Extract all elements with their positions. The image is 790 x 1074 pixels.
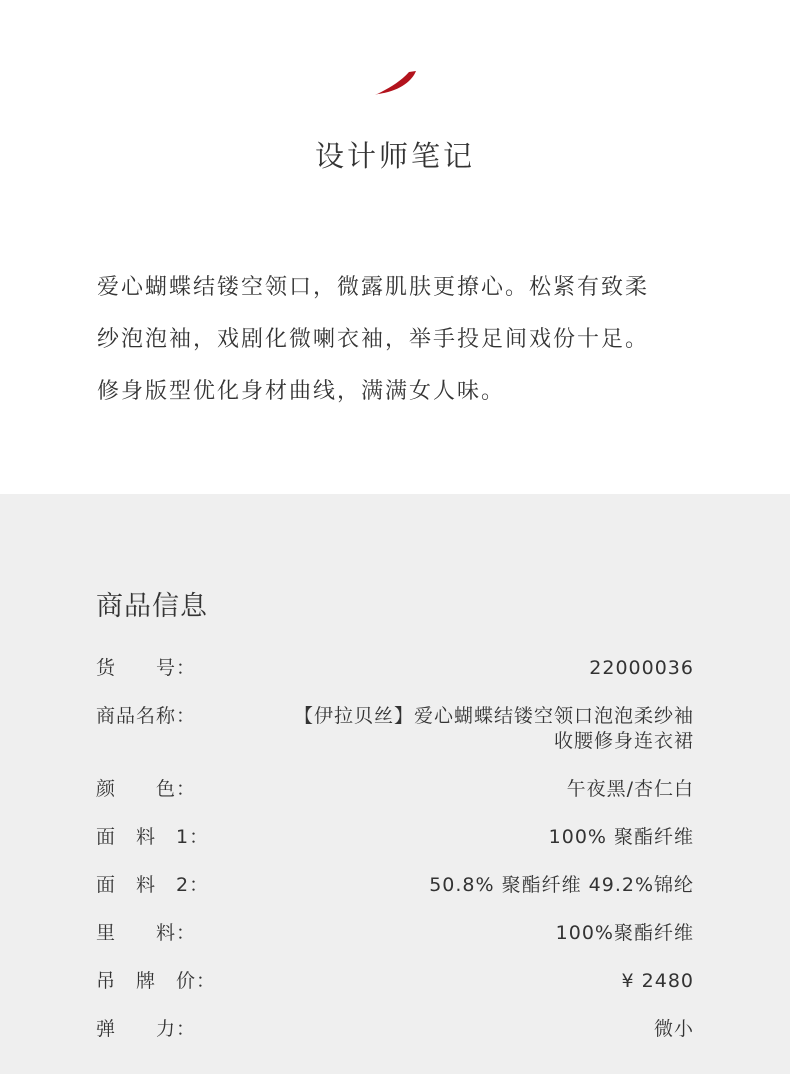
designer-notes-text (97, 262, 707, 418)
info-row-color (96, 777, 694, 802)
designer-note-line: 纱泡泡袖，戏剧化微喇衣袖，举手投足间戏份十足。 (97, 327, 650, 352)
info-label: 面 料 1： (96, 826, 210, 848)
info-value: 22000036 (589, 657, 694, 679)
info-row-item-number (96, 656, 694, 681)
designer-note-line: 爱心蝴蝶结镂空领口，微露肌肤更撩心。松紧有致柔 (97, 275, 650, 300)
red-brushstroke-icon (370, 66, 420, 98)
info-label: 商品名称： (96, 705, 197, 727)
product-info-title: 商品信息 (96, 591, 208, 622)
info-value: ¥ 2480 (621, 970, 694, 992)
info-row-lining (96, 921, 694, 946)
info-label: 货 号： (96, 657, 197, 679)
info-value: 50.8% 聚酯纤维 49.2%锦纶 (429, 874, 694, 896)
info-label: 颜 色： (96, 778, 197, 800)
info-label: 吊 牌 价： (96, 970, 217, 992)
info-row-elasticity (96, 1017, 694, 1042)
designer-notes-title: 设计师笔记 (314, 139, 475, 173)
designer-notes-section (0, 0, 790, 494)
info-value: 午夜黑/杏仁白 (566, 778, 694, 800)
product-info-list (96, 656, 694, 1065)
info-value: 100%聚酯纤维 (555, 922, 694, 944)
info-label: 面 料 2： (96, 874, 210, 896)
info-value: 100% 聚酯纤维 (548, 826, 694, 848)
info-row-fabric-1 (96, 825, 694, 850)
product-info-section (0, 494, 790, 1074)
info-row-tag-price (96, 969, 694, 994)
info-value: 微小 (653, 1018, 694, 1040)
info-label: 里 料： (96, 922, 197, 944)
info-value: 【伊拉贝丝】爱心蝴蝶结镂空领口泡泡柔纱袖收腰修身连衣裙 (293, 705, 694, 752)
designer-note-line: 修身版型优化身材曲线，满满女人味。 (97, 379, 506, 404)
info-label: 弹 力： (96, 1018, 197, 1040)
info-row-fabric-2 (96, 873, 694, 898)
info-row-product-name (96, 704, 694, 754)
